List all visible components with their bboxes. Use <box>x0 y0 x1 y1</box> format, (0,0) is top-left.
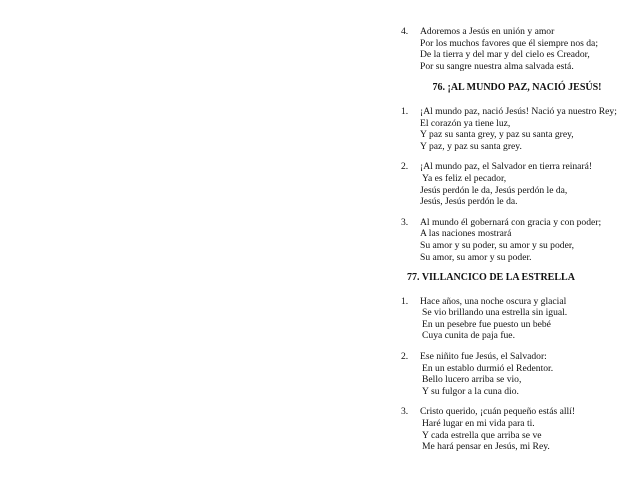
verse-line: Bello lucero arriba se vio, <box>422 374 522 386</box>
verse-line: Ese niñito fue Jesús, el Salvador: <box>420 351 547 363</box>
verse-76-2 <box>401 161 633 207</box>
verse-number: 1. <box>401 295 409 307</box>
verse-77-2 <box>401 351 633 397</box>
verse-line: Ya es feliz el pecador, <box>422 172 507 184</box>
verse-line: Y paz, y paz su santa grey. <box>420 140 522 152</box>
hymn-column <box>401 26 633 462</box>
verse-line: Jesús, Jesús perdón le da. <box>420 196 518 208</box>
verse-line: Y paz su santa grey, y paz su santa grey, <box>420 129 574 141</box>
verse-line: De la tierra y del mar y del cielo es Creador, <box>420 49 590 61</box>
verse-line: Haré lugar en mi vida para ti. <box>422 418 535 430</box>
verse-77-3 <box>401 406 633 452</box>
verse-number: 1. <box>401 105 409 117</box>
verse-76-3 <box>401 217 633 263</box>
verse-line: Y cada estrella que arriba se ve <box>422 429 542 441</box>
verse-line: Adoremos a Jesús en unión y amor <box>420 26 555 37</box>
verse-77-1 <box>401 296 633 342</box>
verse-line: Me hará pensar en Jesús, mi Rey. <box>422 441 550 453</box>
verse-line: Su amor, su amor y su poder. <box>420 251 532 263</box>
verse-line: Por los muchos favores que él siempre nos da; <box>420 37 598 49</box>
verse-line: En un pesebre fue puesto un bebé <box>422 318 551 330</box>
verse-line: Cristo querido, ¡cuán pequeño estás allí! <box>420 406 576 418</box>
verse-line: Cuya cunita de paja fue. <box>422 330 515 342</box>
verse-line: Al mundo él gobernará con gracia y con poder; <box>420 216 602 228</box>
verse-number: 3. <box>401 216 409 228</box>
verse-number: 4. <box>401 26 409 37</box>
verse-line: Hace años, una noche oscura y glacial <box>420 295 567 307</box>
verse-line: Por su sangre nuestra alma salvada está. <box>420 60 574 72</box>
verse-line: Se vio brillando una estrella sin igual. <box>422 307 568 319</box>
hymn-title-77: 77. VILLANCICO DE LA ESTRELLA <box>407 272 575 284</box>
verse-line: El corazón ya tiene luz, <box>420 117 511 129</box>
verse-line: A las naciones mostrará <box>420 228 512 240</box>
verse-75-4 <box>401 26 633 72</box>
verse-line: ¡Al mundo paz, nació Jesús! Nació ya nuestro Rey; <box>420 105 617 117</box>
verse-line: Jesús perdón le da, Jesús perdón le da, <box>420 184 568 196</box>
verse-line: ¡Al mundo paz, el Salvador en tierra reinará! <box>420 161 593 173</box>
verse-number: 2. <box>401 161 409 173</box>
verse-76-1 <box>401 106 633 152</box>
verse-number: 2. <box>401 351 409 363</box>
verse-line: Y su fulgor a la cuna dio. <box>422 385 519 397</box>
hymn-title-76: 76. ¡AL MUNDO PAZ, NACIÓ JESÚS! <box>432 82 602 94</box>
verse-number: 3. <box>401 406 409 418</box>
verse-line: Su amor y su poder, su amor y su poder, <box>420 239 575 251</box>
verse-line: En un establo durmió el Redentor. <box>422 362 554 374</box>
